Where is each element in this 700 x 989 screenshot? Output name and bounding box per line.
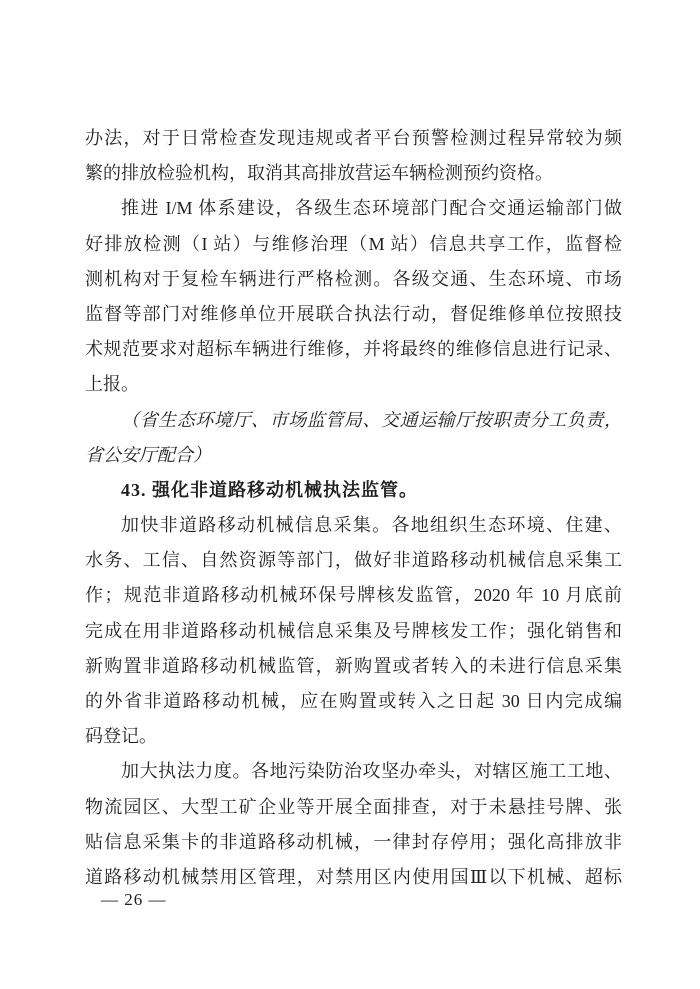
text-line: 加快非道路移动机械信息采集。各地组织生态环境、住建、: [121, 515, 622, 536]
text-line: 水务、工信、自然资源等部门，做好非道路移动机械信息采集工: [85, 550, 622, 571]
document-body: [85, 121, 622, 895]
text-line: 加大执法力度。各地污染防治攻坚办牵头，对辖区施工工地、: [121, 761, 622, 782]
text-line: 好排放检测（I 站）与维修治理（M 站）信息共享工作，监督检: [85, 233, 622, 254]
text-line: 测机构对于复检车辆进行严格检测。各级交通、生态环境、市场: [85, 268, 622, 289]
text-line: 繁的排放检验机构，取消其高排放营运车辆检测预约资格。: [85, 163, 553, 184]
text-line: 作；规范非道路移动机械环保号牌核发监管，2020 年 10 月底前: [85, 585, 622, 606]
responsibility-note-line: 省公安厅配合）: [85, 444, 211, 465]
text-line: 新购置非道路移动机械监管，新购置或者转入的未进行信息采集: [85, 655, 622, 676]
text-line: 完成在用非道路移动机械信息采集及号牌核发工作；强化销售和: [85, 620, 622, 641]
text-line: 的外省非道路移动机械，应在购置或转入之日起 30 日内完成编: [85, 691, 622, 711]
text-line: 办法，对于日常检查发现违规或者平台预警检测过程异常较为频: [85, 128, 622, 148]
section-heading: 43. 强化非道路移动机械执法监管。: [121, 479, 418, 500]
text-line: 道路移动机械禁用区管理，对禁用区内使用国Ⅲ以下机械、超标: [85, 866, 622, 887]
text-line: 术规范要求对超标车辆进行维修，并将最终的维修信息进行记录、: [85, 339, 622, 360]
text-line: 监督等部门对维修单位开展联合执法行动，督促维修单位按照技: [85, 303, 622, 324]
text-line: 上报。: [85, 374, 139, 395]
text-line: 推进 I/M 体系建设，各级生态环境部门配合交通运输部门做: [121, 198, 622, 219]
text-line: 码登记。: [85, 726, 157, 747]
page-number: — 26 —: [101, 890, 167, 909]
responsibility-note-line: （省生态环境厅、市场监管局、交通运输厅按职责分工负责，: [121, 409, 622, 430]
page-footer: [101, 891, 167, 908]
text-line: 贴信息采集卡的非道路移动机械，一律封存停用；强化高排放非: [85, 831, 622, 852]
text-line: 物流园区、大型工矿企业等开展全面排查，对于未悬挂号牌、张: [85, 796, 622, 817]
